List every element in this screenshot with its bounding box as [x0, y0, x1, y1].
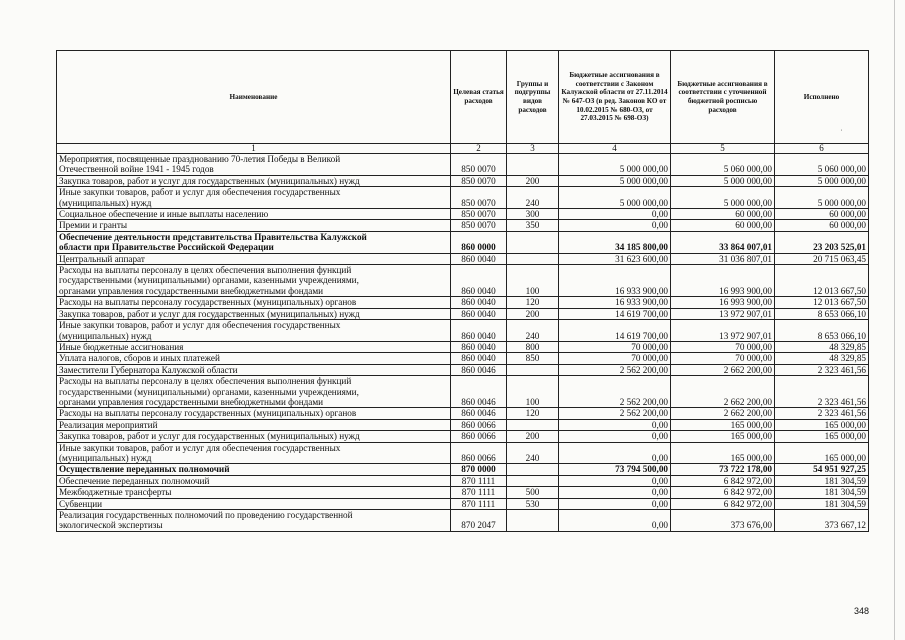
- row-group-code: 200: [507, 308, 559, 319]
- row-target-code: 870 1111: [451, 498, 507, 509]
- row-done: 2 323 461,56: [775, 364, 869, 375]
- row-done: 5 000 000,00: [775, 175, 869, 186]
- table-row: [57, 320, 869, 342]
- row-name: [57, 154, 451, 176]
- row-name-line: органами управления государственными внебюджетными фондами: [59, 285, 324, 296]
- row-budget-list: 6 842 972,00: [671, 487, 775, 498]
- row-done: 54 951 927,25: [775, 464, 869, 475]
- row-name: [57, 320, 451, 342]
- row-budget-list: 73 722 178,00: [671, 464, 775, 475]
- row-name-line: Иные закупки товаров, работ и услуг для обеспечения государственных: [59, 187, 341, 198]
- row-target-code: 870 2047: [451, 510, 507, 532]
- column-number-row: [57, 144, 869, 154]
- row-budget-list: 2 662 200,00: [671, 408, 775, 419]
- row-budget-law: 2 562 200,00: [559, 364, 671, 375]
- row-done: 48 329,85: [775, 341, 869, 352]
- row-name-line: Закупка товаров, работ и услуг для государственных (муниципальных) нужд: [59, 175, 360, 186]
- row-group-code: 120: [507, 408, 559, 419]
- row-budget-list: 165 000,00: [671, 442, 775, 464]
- table-row: [57, 442, 869, 464]
- row-budget-list: 2 662 200,00: [671, 376, 775, 408]
- row-budget-list: 6 842 972,00: [671, 498, 775, 509]
- row-budget-list: 16 993 900,00: [671, 265, 775, 297]
- row-name: [57, 376, 451, 408]
- row-budget-list: 60 000,00: [671, 209, 775, 220]
- row-name-line: Премии и гранты: [59, 220, 128, 231]
- table-row: [57, 154, 869, 176]
- row-target-code: 860 0040: [451, 297, 507, 308]
- table-row: [57, 419, 869, 430]
- row-name: [57, 364, 451, 375]
- row-budget-law: 14 619 700,00: [559, 320, 671, 342]
- budget-sheet: [56, 50, 868, 532]
- row-budget-law: 0,00: [559, 498, 671, 509]
- row-budget-law: 5 000 000,00: [559, 175, 671, 186]
- row-budget-law: 0,00: [559, 475, 671, 486]
- row-name-line: Субвенции: [59, 498, 103, 509]
- row-target-code: 870 1111: [451, 475, 507, 486]
- row-group-code: 120: [507, 297, 559, 308]
- row-budget-list: 13 972 907,01: [671, 308, 775, 319]
- row-name: [57, 487, 451, 498]
- row-target-code: 850 0070: [451, 154, 507, 176]
- row-name-line: органами управления государственными внебюджетными фондами: [59, 396, 324, 407]
- row-group-code: 300: [507, 209, 559, 220]
- row-name-line: Реализация государственных полномочий по проведению государственной: [59, 510, 353, 520]
- row-name-line: (муниципальных) нужд: [59, 452, 152, 463]
- row-name-line: Социальное обеспечение и иные выплаты населению: [59, 209, 269, 220]
- row-budget-list: 16 993 900,00: [671, 297, 775, 308]
- table-row: [57, 341, 869, 352]
- row-name-line: Закупка товаров, работ и услуг для государственных (муниципальных) нужд: [59, 308, 360, 319]
- row-budget-list: 60 000,00: [671, 220, 775, 231]
- row-name-line: Иные бюджетные ассигнования: [59, 341, 184, 352]
- row-budget-law: 2 562 200,00: [559, 376, 671, 408]
- scan-tick-mark: ˙: [840, 128, 843, 137]
- row-name: [57, 308, 451, 319]
- row-done: 23 203 525,01: [775, 231, 869, 253]
- header-target: Целевая статья расходов: [451, 51, 507, 144]
- row-group-code: 350: [507, 220, 559, 231]
- row-name-line: Осуществление переданных полномочий: [59, 464, 230, 475]
- header-row: [57, 51, 869, 144]
- row-target-code: 860 0046: [451, 364, 507, 375]
- row-budget-law: 0,00: [559, 220, 671, 231]
- row-name: [57, 265, 451, 297]
- column-number: 2: [451, 144, 507, 154]
- row-budget-list: 373 676,00: [671, 510, 775, 532]
- row-done: 48 329,85: [775, 353, 869, 364]
- table-row: [57, 220, 869, 231]
- row-budget-law: 70 000,00: [559, 353, 671, 364]
- row-name-line: государственными (муниципальными) органами, казенными учреждениями,: [59, 386, 359, 397]
- row-target-code: 860 0040: [451, 265, 507, 297]
- row-done: 5 060 000,00: [775, 154, 869, 176]
- row-name-line: (муниципальных) нужд: [59, 197, 152, 208]
- row-target-code: 870 1111: [451, 487, 507, 498]
- row-name-line: Реализация мероприятий: [59, 419, 158, 430]
- row-target-code: 860 0040: [451, 308, 507, 319]
- row-target-code: 860 0040: [451, 320, 507, 342]
- row-name: [57, 510, 451, 532]
- row-name-line: Мероприятия, посвященные празднованию 70-летия Победы в Великой: [59, 154, 341, 164]
- table-row: [57, 265, 869, 297]
- row-name: [57, 253, 451, 264]
- table-row: [57, 175, 869, 186]
- table-row: [57, 231, 869, 253]
- row-budget-list: 6 842 972,00: [671, 475, 775, 486]
- row-target-code: 860 0040: [451, 341, 507, 352]
- row-group-code: 200: [507, 175, 559, 186]
- row-group-code: 800: [507, 341, 559, 352]
- row-budget-law: 0,00: [559, 442, 671, 464]
- table-row: [57, 308, 869, 319]
- table-row: [57, 431, 869, 442]
- column-number: 4: [559, 144, 671, 154]
- row-budget-law: 73 794 500,00: [559, 464, 671, 475]
- row-budget-law: 14 619 700,00: [559, 308, 671, 319]
- row-group-code: [507, 419, 559, 430]
- row-budget-list: 5 000 000,00: [671, 175, 775, 186]
- row-name-line: Иные закупки товаров, работ и услуг для обеспечения государственных: [59, 320, 341, 331]
- row-group-code: 240: [507, 442, 559, 464]
- row-budget-law: 5 000 000,00: [559, 187, 671, 209]
- row-done: 5 000 000,00: [775, 187, 869, 209]
- row-budget-law: 0,00: [559, 487, 671, 498]
- row-group-code: 530: [507, 498, 559, 509]
- row-target-code: 850 0070: [451, 175, 507, 186]
- row-name-line: Отечественной войне 1941 - 1945 годов: [59, 164, 214, 175]
- row-budget-law: 2 562 200,00: [559, 408, 671, 419]
- row-done: 20 715 063,45: [775, 253, 869, 264]
- row-target-code: 860 0046: [451, 408, 507, 419]
- row-name: [57, 498, 451, 509]
- row-done: 8 653 066,10: [775, 308, 869, 319]
- table-body: [57, 154, 869, 532]
- row-budget-law: 0,00: [559, 419, 671, 430]
- row-done: 181 304,59: [775, 487, 869, 498]
- row-budget-list: 2 662 200,00: [671, 364, 775, 375]
- table-row: [57, 364, 869, 375]
- row-name-line: Центральный аппарат: [59, 253, 145, 264]
- row-name: [57, 341, 451, 352]
- row-target-code: 860 0066: [451, 419, 507, 430]
- header-group: Группы и подгруппы видов расходов: [507, 51, 559, 144]
- table-row: [57, 253, 869, 264]
- header-name: Наименование: [57, 51, 451, 144]
- row-budget-law: 0,00: [559, 510, 671, 532]
- row-done: 12 013 667,50: [775, 297, 869, 308]
- row-budget-law: 0,00: [559, 431, 671, 442]
- row-budget-law: 5 000 000,00: [559, 154, 671, 176]
- row-done: 181 304,59: [775, 475, 869, 486]
- row-name: [57, 475, 451, 486]
- row-budget-list: 165 000,00: [671, 419, 775, 430]
- page-number: 348: [853, 606, 869, 616]
- row-name-line: Межбюджетные трансферты: [59, 487, 172, 498]
- table-row: [57, 487, 869, 498]
- row-group-code: [507, 475, 559, 486]
- row-budget-list: 70 000,00: [671, 341, 775, 352]
- table-row: [57, 353, 869, 364]
- header-budget-list: Бюджетные ассигнования в соответствии с уточненной бюджетной росписью расходов: [671, 51, 775, 144]
- row-name-line: Иные закупки товаров, работ и услуг для обеспечения государственных: [59, 442, 341, 453]
- row-budget-list: 5 000 000,00: [671, 187, 775, 209]
- row-name-line: Закупка товаров, работ и услуг для государственных (муниципальных) нужд: [59, 431, 360, 442]
- row-name: [57, 464, 451, 475]
- row-name-line: Заместители Губернатора Калужской области: [59, 364, 238, 375]
- row-name-line: области при Правительстве Российской Федерации: [59, 242, 274, 253]
- row-name: [57, 175, 451, 186]
- row-name-line: государственными (муниципальными) органами, казенными учреждениями,: [59, 275, 359, 286]
- row-name-line: Расходы на выплаты персоналу государственных (муниципальных) органов: [59, 297, 357, 308]
- row-target-code: 860 0000: [451, 231, 507, 253]
- row-budget-law: 70 000,00: [559, 341, 671, 352]
- row-group-code: 100: [507, 376, 559, 408]
- row-name: [57, 187, 451, 209]
- row-budget-list: 13 972 907,01: [671, 320, 775, 342]
- row-done: 165 000,00: [775, 442, 869, 464]
- row-done: 165 000,00: [775, 431, 869, 442]
- row-group-code: 240: [507, 187, 559, 209]
- row-name: [57, 231, 451, 253]
- table-row: [57, 475, 869, 486]
- row-group-code: 240: [507, 320, 559, 342]
- row-group-code: [507, 510, 559, 532]
- row-name-line: (муниципальных) нужд: [59, 330, 152, 341]
- scan-edge: [894, 0, 895, 640]
- column-number: 6: [775, 144, 869, 154]
- row-group-code: [507, 464, 559, 475]
- row-budget-law: 31 623 600,00: [559, 253, 671, 264]
- row-target-code: 870 0000: [451, 464, 507, 475]
- row-budget-list: 70 000,00: [671, 353, 775, 364]
- row-group-code: [507, 231, 559, 253]
- table-row: [57, 209, 869, 220]
- row-name-line: Обеспечение переданных полномочий: [59, 475, 210, 486]
- table-row: [57, 297, 869, 308]
- row-done: 2 323 461,56: [775, 376, 869, 408]
- row-name: [57, 220, 451, 231]
- row-target-code: 860 0040: [451, 353, 507, 364]
- row-group-code: [507, 364, 559, 375]
- table-row: [57, 510, 869, 532]
- row-target-code: 860 0046: [451, 376, 507, 408]
- row-done: 60 000,00: [775, 220, 869, 231]
- row-name: [57, 209, 451, 220]
- row-name: [57, 431, 451, 442]
- row-group-code: 500: [507, 487, 559, 498]
- row-name: [57, 353, 451, 364]
- row-target-code: 860 0066: [451, 431, 507, 442]
- row-target-code: 860 0040: [451, 253, 507, 264]
- row-budget-law: 34 185 800,00: [559, 231, 671, 253]
- row-group-code: 850: [507, 353, 559, 364]
- row-done: 2 323 461,56: [775, 408, 869, 419]
- table-row: [57, 187, 869, 209]
- row-group-code: [507, 154, 559, 176]
- row-budget-list: 5 060 000,00: [671, 154, 775, 176]
- column-number: 3: [507, 144, 559, 154]
- row-name: [57, 297, 451, 308]
- row-name-line: Уплата налогов, сборов и иных платежей: [59, 353, 220, 364]
- table-row: [57, 498, 869, 509]
- column-number: 1: [57, 144, 451, 154]
- header-done: Исполнено: [775, 51, 869, 144]
- row-done: 60 000,00: [775, 209, 869, 220]
- row-budget-list: 165 000,00: [671, 431, 775, 442]
- row-name-line: Обеспечение деятельности представительства Правительства Калужской: [59, 231, 367, 242]
- row-budget-law: 16 933 900,00: [559, 297, 671, 308]
- header-budget-law: Бюджетные ассигнования в соответствии с Законом Калужской области от 27.11.2014 № 647-ОЗ (в ред. Законов КО от 10.02.2015 № 680-ОЗ, от 27.03.2015 № 698-ОЗ): [559, 51, 671, 144]
- row-name-line: Расходы на выплаты персоналу в целях обеспечения выполнения функций: [59, 376, 352, 387]
- row-name: [57, 408, 451, 419]
- row-done: 373 667,12: [775, 510, 869, 532]
- budget-table: [56, 50, 869, 532]
- row-budget-law: 0,00: [559, 209, 671, 220]
- row-budget-law: 16 933 900,00: [559, 265, 671, 297]
- row-done: 165 000,00: [775, 419, 869, 430]
- row-done: 8 653 066,10: [775, 320, 869, 342]
- column-number: 5: [671, 144, 775, 154]
- row-target-code: 850 0070: [451, 209, 507, 220]
- row-budget-list: 33 864 007,01: [671, 231, 775, 253]
- row-target-code: 850 0070: [451, 220, 507, 231]
- row-name-line: Расходы на выплаты персоналу государственных (муниципальных) органов: [59, 408, 357, 419]
- row-target-code: 860 0066: [451, 442, 507, 464]
- table-row: [57, 464, 869, 475]
- row-group-code: 100: [507, 265, 559, 297]
- row-done: 181 304,59: [775, 498, 869, 509]
- table-row: [57, 376, 869, 408]
- row-name-line: экологической экспертизы: [59, 520, 163, 531]
- row-name: [57, 419, 451, 430]
- row-group-code: 200: [507, 431, 559, 442]
- row-budget-list: 31 036 807,01: [671, 253, 775, 264]
- row-name-line: Расходы на выплаты персоналу в целях обеспечения выполнения функций: [59, 265, 352, 276]
- row-target-code: 850 0070: [451, 187, 507, 209]
- table-row: [57, 408, 869, 419]
- row-done: 12 013 667,50: [775, 265, 869, 297]
- row-group-code: [507, 253, 559, 264]
- row-name: [57, 442, 451, 464]
